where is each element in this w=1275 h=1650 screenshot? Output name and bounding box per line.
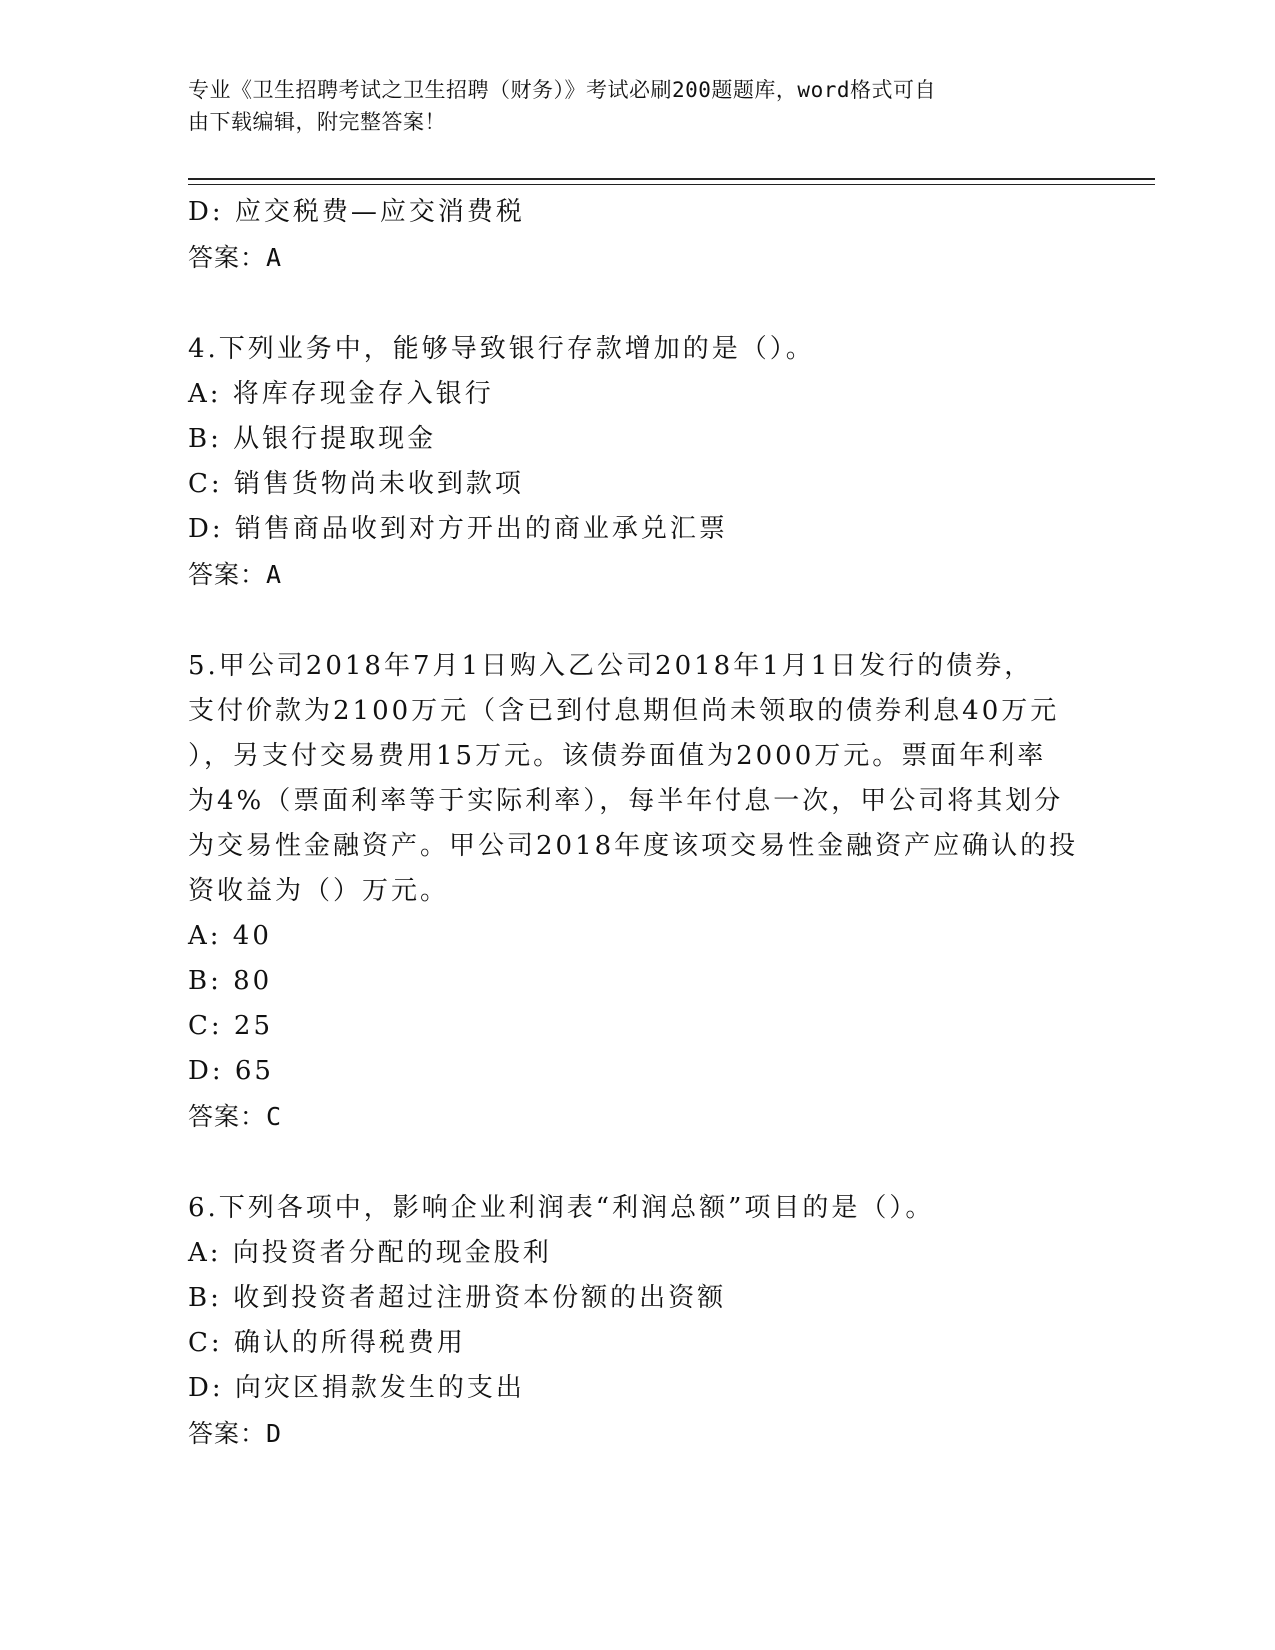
document-header [188,74,1068,138]
question-stem: 4.下列业务中，能够导致银行存款增加的是（）。 [188,334,815,364]
header-line-2: 由下载编辑，附完整答案！ [188,110,446,134]
option-d: D: 销售商品收到对方开出的商业承兑汇票 [188,514,728,544]
option-a: A: 40 [188,921,272,951]
question-4 [188,327,1088,597]
question-5 [188,644,1088,1139]
answer: 答案：A [188,243,283,272]
question-stem: 6.下列各项中，影响企业利润表“利润总额”项目的是（）。 [188,1193,935,1223]
option-c: C: 销售货物尚未收到款项 [188,469,524,499]
option-a: A: 将库存现金存入银行 [188,379,494,409]
header-divider-thick [188,178,1155,180]
question-stem-line: 5.甲公司2018年7月1日购入乙公司2018年1月1日发行的债券， [188,651,1034,681]
question-3 [188,190,1088,280]
answer: 答案：D [188,1419,283,1448]
answer: 答案：A [188,560,283,589]
option-c: C: 确认的所得税费用 [188,1328,466,1358]
option-b: B: 80 [188,966,273,996]
option-d: D: 65 [188,1056,274,1086]
header-line-1: 专业《卫生招聘考试之卫生招聘（财务）》考试必刷200题题库，word格式可自 [188,78,936,102]
option-d: D: 向灾区捐款发生的支出 [188,1373,525,1403]
question-list [188,190,1088,1456]
header-divider-thin [188,184,1155,185]
option-c: C: 25 [188,1011,274,1041]
answer: 答案：C [188,1102,283,1131]
question-stem-line: 资收益为（）万元。 [188,876,450,906]
question-stem-line: 支付价款为2100万元（含已到付息期但尚未领取的债券利息40万元 [188,696,1060,726]
question-stem-line: ），另支付交易费用15万元。该债券面值为2000万元。票面年利率 [188,741,1047,771]
question-stem-line: 为交易性金融资产。甲公司2018年度该项交易性金融资产应确认的投 [188,831,1079,861]
option-b: B: 从银行提取现金 [188,424,437,454]
option-b: B: 收到投资者超过注册资本份额的出资额 [188,1283,727,1313]
question-stem-line: 为4%（票面利率等于实际利率），每半年付息一次，甲公司将其划分 [188,786,1064,816]
option-d: D: 应交税费—应交消费税 [188,197,525,227]
question-6 [188,1186,1088,1456]
option-a: A: 向投资者分配的现金股利 [188,1238,552,1268]
